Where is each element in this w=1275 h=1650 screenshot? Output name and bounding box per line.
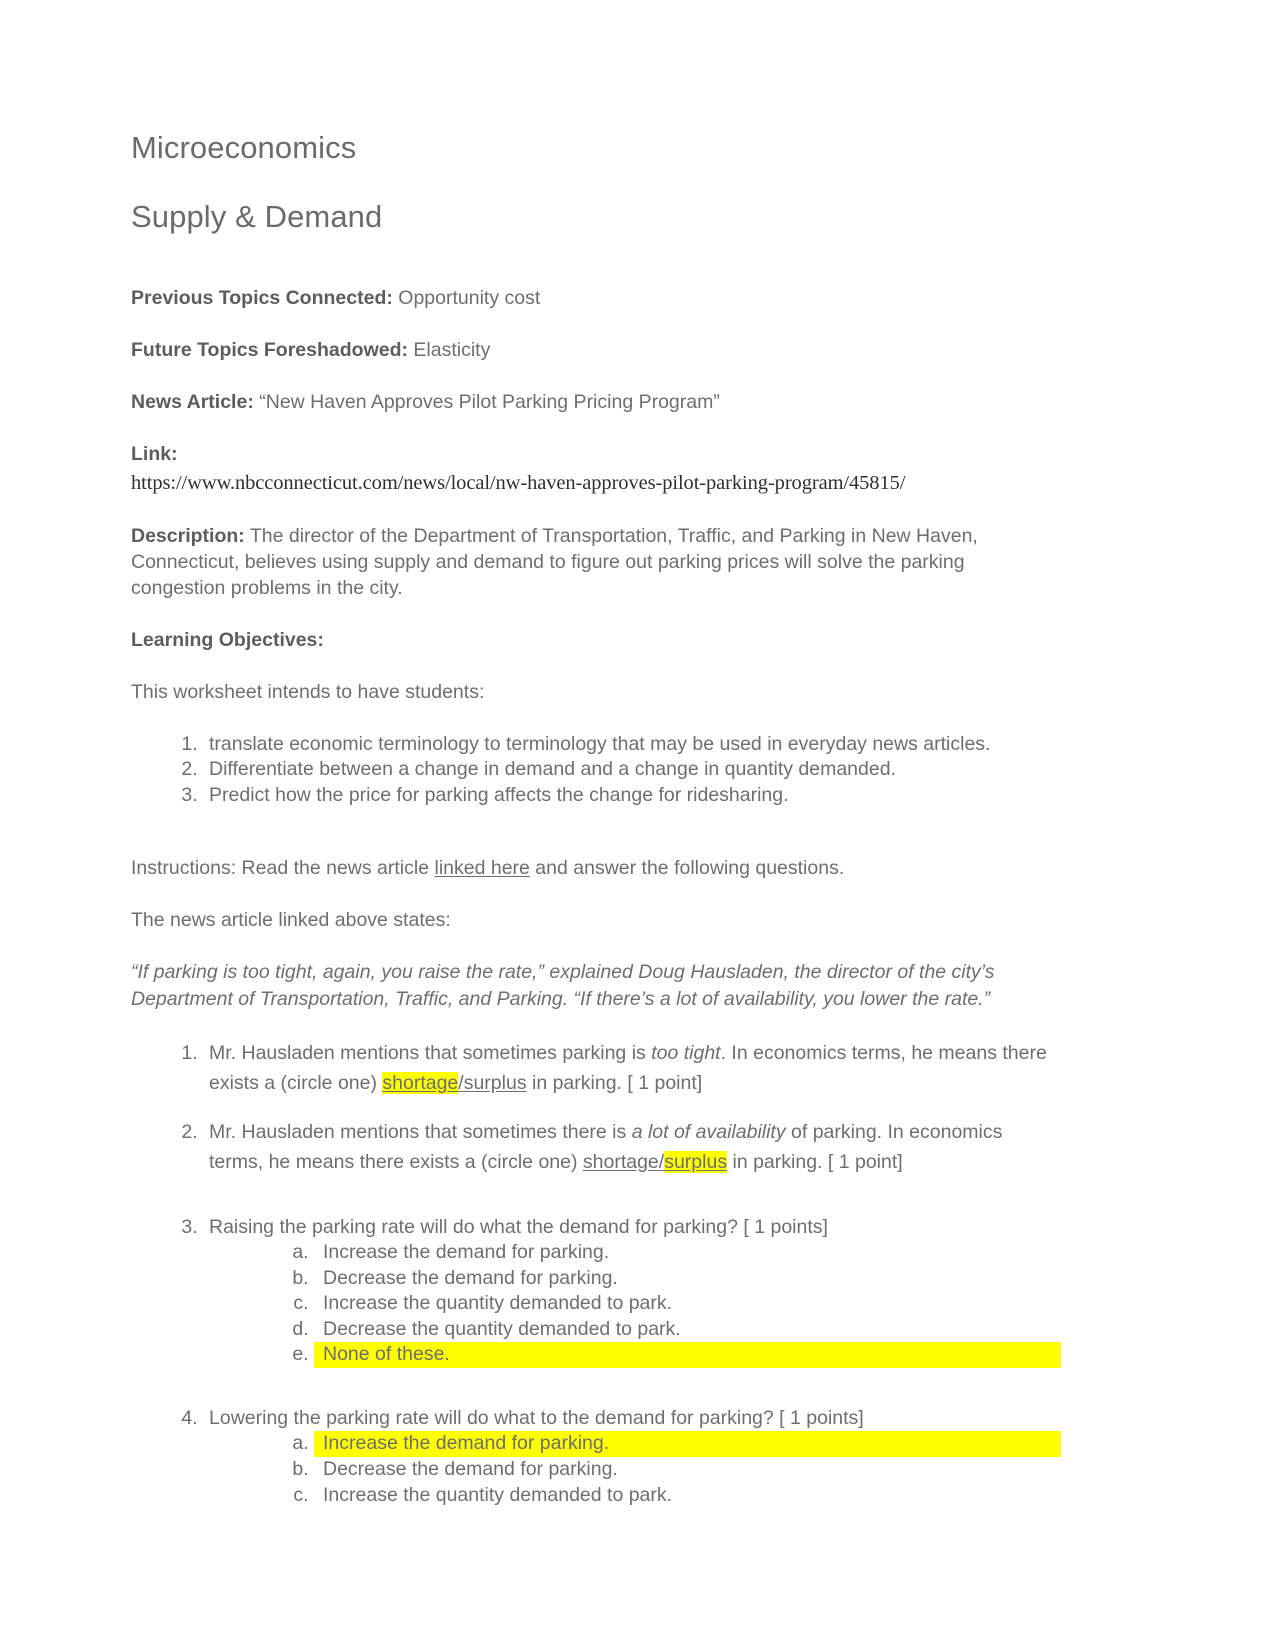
choice-e-label: None of these. [323,1343,450,1366]
question-1-part2: . In economics terms, he means there exists a (circle one) [209,1041,1047,1094]
previous-topics-label: Previous Topics Connected: [131,286,393,309]
choice-c[interactable] [314,1291,1061,1317]
page-title: Microeconomics [131,130,357,165]
future-topics-label: Future Topics Foreshadowed: [131,338,408,361]
question-2-answer-shortage[interactable]: shortage [582,1150,659,1173]
list-item: 3. Predict how the price for parking affects the change for ridesharing. [203,783,1061,809]
question-3-stem: Raising the parking rate will do what the demand for parking? [ 1 points] [209,1215,828,1238]
previous-topics-value: Opportunity cost [392,286,541,309]
question-1-answer-shortage[interactable]: shortage [382,1071,459,1094]
choice-a-label: Increase the demand for parking. [323,1241,610,1264]
linked-here-link[interactable]: linked here [434,857,530,880]
question-2-part3: in parking. [ 1 point] [727,1150,903,1173]
learning-objectives-list [131,732,1061,809]
question-3-choices [209,1240,1061,1368]
page-subtitle: Supply & Demand [131,198,383,234]
news-article-value: “New Haven Approves Pilot Parking Pricing Program” [253,391,720,414]
document-content [131,128,1061,1508]
news-article-row [131,389,1061,415]
news-article-label: News Article: [131,391,254,414]
choice-a[interactable] [314,1240,1061,1266]
question-2-part2: of parking. In economics terms, he means there exists a (circle one) [209,1120,1003,1173]
list-item: 1. translate economic terminology to terminology that may be used in everyday news articles. [203,732,1061,758]
choice-c-label: Increase the quantity demanded to park. [323,1483,673,1506]
article-lead-in: The news article linked above states: [131,909,451,932]
future-topics-row [131,337,1061,363]
description-row [131,523,1061,601]
question-2-answer-group[interactable] [583,1151,727,1173]
choice-b-label: Decrease the demand for parking. [323,1457,618,1480]
instructions-line [131,855,1061,881]
choice-a-label: Increase the demand for parking. [323,1432,610,1455]
choice-a[interactable] [314,1431,1061,1457]
question-2-part1: Mr. Hausladen mentions that sometimes there is [209,1120,632,1143]
choice-d[interactable] [314,1317,1061,1343]
description-value: The director of the Department of Transportation, Traffic, and Parking in New Haven, Connecticut, believes using supply and demand to figure out parking prices will solve the parking congestion problems in the city. [131,524,978,600]
question-2-answer-separator: / [658,1150,665,1173]
choice-b[interactable] [314,1457,1061,1483]
description-label: Description: [131,524,245,547]
learning-objectives-heading: Learning Objectives: [131,629,324,652]
question-1-part3: in parking. [ 1 point] [526,1071,703,1094]
question-1-answer-separator: / [458,1071,464,1094]
choice-e[interactable] [314,1342,1061,1368]
article-url[interactable]: https://www.nbcconnecticut.com/news/local/nw-haven-approves-pilot-parking-program/45815/ [131,472,906,495]
question-4-stem: Lowering the parking rate will do what to the demand for parking? [ 1 points] [209,1406,864,1429]
question-2-emphasis: a lot of availability [631,1120,786,1143]
question-1 [203,1038,1061,1098]
learning-objectives-intro: This worksheet intends to have students: [131,681,485,704]
article-blockquote: “If parking is too tight, again, you raise the rate,” explained Doug Hausladen, the director of the city’s Department of Transportation, Traffic, and Parking. “If there’s a lot of availability, you lower the rate.” [131,961,995,1010]
question-2 [203,1117,1061,1177]
question-1-answer-group[interactable] [382,1072,526,1094]
question-1-part1: Mr. Hausladen mentions that sometimes parking is [209,1041,652,1064]
link-label: Link: [131,443,178,466]
question-4-choices [209,1431,1061,1508]
questions-list [131,1038,1061,1508]
question-2-answer-surplus[interactable]: surplus [664,1150,728,1173]
choice-c[interactable] [314,1483,1061,1509]
instructions-suffix: and answer the following questions. [529,857,845,880]
question-1-emphasis: too tight [651,1041,721,1064]
future-topics-value: Elasticity [408,338,491,361]
choice-d-label: Decrease the quantity demanded to park. [323,1317,681,1340]
instructions-prefix: Instructions: Read the news article [131,857,435,880]
choice-b-label: Decrease the demand for parking. [323,1266,618,1289]
list-item: 2. Differentiate between a change in demand and a change in quantity demanded. [203,757,1061,783]
question-3 [203,1215,1061,1368]
choice-c-label: Increase the quantity demanded to park. [323,1292,673,1315]
previous-topics-row [131,285,1061,311]
question-4 [203,1406,1061,1508]
choice-b[interactable] [314,1266,1061,1292]
question-1-answer-surplus[interactable]: surplus [463,1071,527,1094]
